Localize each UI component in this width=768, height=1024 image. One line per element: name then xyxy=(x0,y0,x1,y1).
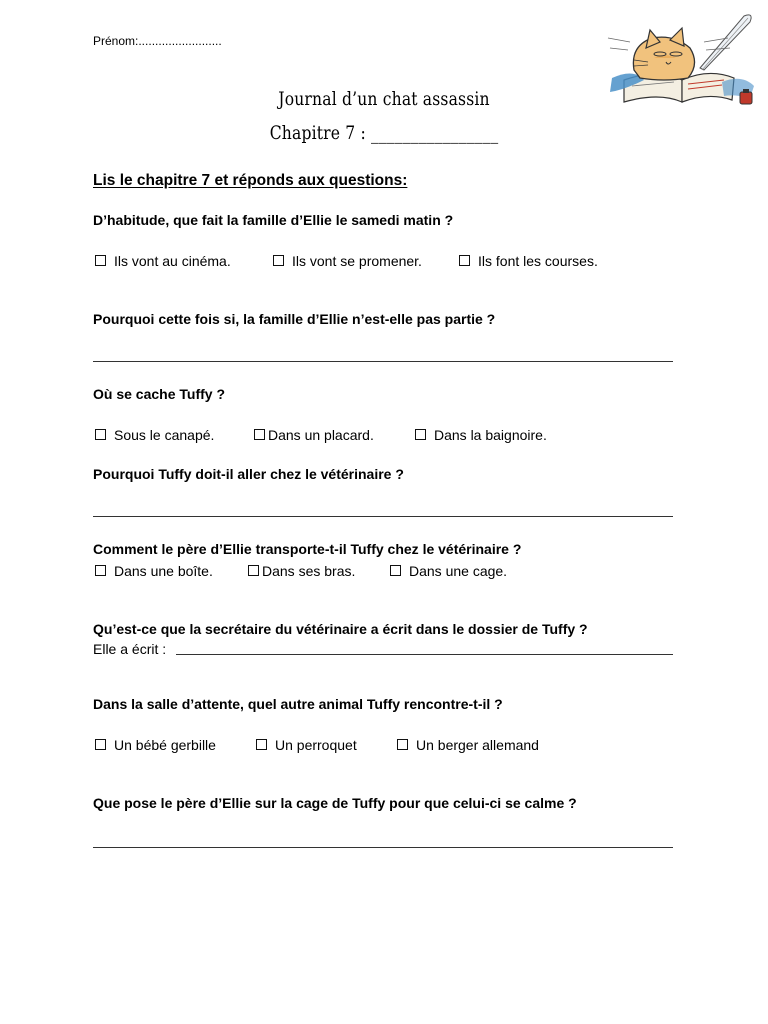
question-6: Qu’est-ce que la secrétaire du vétérinaire a écrit dans le dossier de Tuffy ? xyxy=(93,621,588,637)
checkbox[interactable] xyxy=(95,565,106,576)
q1-option-3[interactable] xyxy=(459,253,598,269)
option-label: Un bébé gerbille xyxy=(114,737,216,753)
answer-line-q6[interactable] xyxy=(176,654,673,655)
answer-line-q8[interactable] xyxy=(93,847,673,848)
answer-line-q4[interactable] xyxy=(93,516,673,517)
question-2: Pourquoi cette fois si, la famille d’Ellie n’est-elle pas partie ? xyxy=(93,311,496,327)
checkbox[interactable] xyxy=(95,739,106,750)
worksheet-title: Journal d’un chat assassin xyxy=(278,88,490,110)
q5-option-3[interactable] xyxy=(390,563,507,579)
question-7: Dans la salle d’attente, quel autre animal Tuffy rencontre-t-il ? xyxy=(93,696,503,712)
q3-option-3[interactable] xyxy=(415,427,547,443)
option-label: Ils vont se promener. xyxy=(292,253,422,269)
q7-option-3[interactable] xyxy=(397,737,539,753)
option-label: Ils vont au cinéma. xyxy=(114,253,231,269)
question-3: Où se cache Tuffy ? xyxy=(93,386,225,402)
option-label: Ils font les courses. xyxy=(478,253,598,269)
checkbox[interactable] xyxy=(248,565,259,576)
q7-option-1[interactable] xyxy=(95,737,216,753)
option-label: Dans une cage. xyxy=(409,563,508,579)
option-label: Dans un placard. xyxy=(268,427,374,443)
q7-option-2[interactable] xyxy=(256,737,357,753)
checkbox[interactable] xyxy=(254,429,265,440)
option-label: Dans une boîte. xyxy=(114,563,213,579)
checkbox[interactable] xyxy=(95,429,106,440)
option-label: Dans la baignoire. xyxy=(434,427,547,443)
question-4: Pourquoi Tuffy doit-il aller chez le vétérinaire ? xyxy=(93,466,404,482)
question-8: Que pose le père d’Ellie sur la cage de Tuffy pour que celui-ci se calme ? xyxy=(93,795,577,811)
instruction-heading: Lis le chapitre 7 et réponds aux questions: xyxy=(93,172,408,189)
checkbox[interactable] xyxy=(273,255,284,266)
answer-line-q2[interactable] xyxy=(93,361,673,362)
checkbox[interactable] xyxy=(415,429,426,440)
option-label: Dans ses bras. xyxy=(262,563,356,579)
option-label: Sous le canapé. xyxy=(114,427,215,443)
checkbox[interactable] xyxy=(397,739,408,750)
q5-option-2[interactable] xyxy=(248,563,355,579)
prenom-field: Prénom:......................... xyxy=(93,34,222,48)
q5-option-1[interactable] xyxy=(95,563,213,579)
option-label: Un berger allemand xyxy=(416,737,539,753)
question-1: D’habitude, que fait la famille d’Ellie le samedi matin ? xyxy=(93,212,454,228)
checkbox[interactable] xyxy=(256,739,267,750)
q3-option-1[interactable] xyxy=(95,427,214,443)
checkbox[interactable] xyxy=(95,255,106,266)
q1-option-2[interactable] xyxy=(273,253,422,269)
option-label: Un perroquet xyxy=(275,737,357,753)
q1-option-1[interactable] xyxy=(95,253,231,269)
answer-prefix-q6: Elle a écrit : xyxy=(93,641,167,657)
checkbox[interactable] xyxy=(390,565,401,576)
question-5: Comment le père d’Ellie transporte-t-il Tuffy chez le vétérinaire ? xyxy=(93,541,522,557)
q3-option-2[interactable] xyxy=(254,427,374,443)
chapter-heading: Chapitre 7 : ________________ xyxy=(269,122,499,144)
checkbox[interactable] xyxy=(459,255,470,266)
